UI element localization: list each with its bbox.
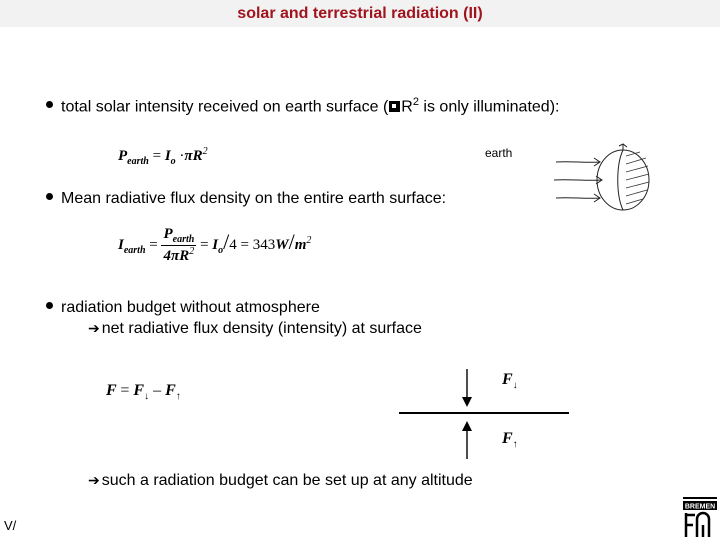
eq1-I-sub: o bbox=[170, 156, 176, 167]
eq1-pi: π bbox=[184, 148, 193, 164]
net-flux-line bbox=[88, 320, 422, 338]
eq3-down-arrow: ↓ bbox=[144, 391, 150, 403]
bullet-dot-icon bbox=[46, 101, 53, 108]
bullet-1-mid: R bbox=[401, 98, 413, 116]
square-icon bbox=[389, 101, 400, 112]
bullet-mean-flux bbox=[46, 189, 446, 209]
eq2-den: 4πR bbox=[163, 248, 190, 264]
altitude-line bbox=[88, 472, 473, 490]
bullet-3-text: radiation budget without atmosphere bbox=[61, 299, 320, 316]
eq1-dot: · bbox=[179, 148, 185, 164]
logo-text: BREMEN bbox=[684, 503, 716, 511]
eq2-lhs-sub: earth bbox=[123, 244, 146, 256]
flux-down-F: F bbox=[502, 371, 513, 388]
eq3-minus: – bbox=[153, 382, 162, 399]
flux-up-F: F bbox=[502, 430, 513, 447]
bullet-dot-icon bbox=[46, 193, 53, 200]
flux-down-arrow-glyph: ↓ bbox=[512, 380, 518, 392]
page-title: solar and terrestrial radiation (II) bbox=[237, 5, 483, 22]
arrow-right-icon: ➔ bbox=[88, 320, 100, 336]
flux-up-label bbox=[502, 430, 518, 450]
university-logo-icon bbox=[681, 497, 719, 539]
bullet-dot-icon bbox=[46, 302, 53, 309]
eq2-four: 4 bbox=[229, 236, 237, 253]
eq2-m-sup: 2 bbox=[306, 234, 312, 246]
earth-illumination-diagram bbox=[550, 140, 670, 220]
eq3-lhs: F bbox=[106, 382, 117, 399]
eq2-m: m bbox=[294, 236, 307, 253]
eq2-num-sub: earth bbox=[172, 234, 195, 245]
eq2-den-sup: 2 bbox=[189, 246, 195, 257]
bullet-radiation-budget bbox=[46, 298, 320, 318]
eq2-num: P bbox=[163, 226, 173, 242]
eq2-Io-sub: o bbox=[218, 244, 224, 256]
bullet-1-sup: 2 bbox=[412, 96, 419, 108]
arrow-right-icon: ➔ bbox=[88, 472, 100, 488]
up-flux-arrow bbox=[462, 421, 472, 459]
bullet-total-intensity bbox=[46, 92, 559, 117]
eq1-lhs: P bbox=[118, 148, 128, 164]
eq1-lhs-sub: earth bbox=[127, 156, 149, 167]
footer-label: V/ bbox=[4, 518, 17, 533]
net-flux-text: net radiative flux density (intensity) at surface bbox=[101, 320, 422, 337]
eq1-R: R bbox=[192, 148, 203, 164]
eq1-equals: = bbox=[152, 148, 162, 164]
eq2-value: 343 bbox=[252, 236, 276, 253]
eq3-F1: F bbox=[133, 382, 145, 399]
bullet-2-text: Mean radiative flux density on the entire earth surface: bbox=[61, 190, 447, 207]
eq3-F2: F bbox=[165, 382, 176, 399]
flux-up-arrow-glyph: ↑ bbox=[512, 439, 518, 451]
eq3-up-arrow: ↑ bbox=[175, 391, 181, 403]
altitude-text: such a radiation budget can be set up at any altitude bbox=[101, 472, 473, 489]
eq1-R-sup: 2 bbox=[202, 146, 208, 157]
equation-power-earth bbox=[118, 146, 208, 167]
equation-mean-intensity: $I_{earth}$ = $\frac{P_{earth}}{4\pi R^2}$ = $I_o/4 = 343W/m^2$ bbox=[118, 226, 312, 264]
eq2-Io: I bbox=[212, 236, 219, 253]
bullet-1-pre: total solar intensity received on earth surface ( bbox=[61, 98, 389, 116]
flux-down-label bbox=[502, 371, 518, 391]
eq2-fraction bbox=[161, 226, 196, 265]
eq1-I: I bbox=[164, 148, 171, 164]
eq2-W: W bbox=[275, 236, 289, 253]
flux-diagram bbox=[395, 365, 575, 465]
bullet-1-post: is only illuminated): bbox=[418, 98, 560, 116]
eq2-lhs: I bbox=[118, 236, 124, 253]
earth-label: earth bbox=[485, 146, 513, 160]
equation-net-flux: $F = F_↓ - F_↑$ bbox=[106, 382, 181, 403]
down-flux-arrow bbox=[462, 369, 472, 407]
